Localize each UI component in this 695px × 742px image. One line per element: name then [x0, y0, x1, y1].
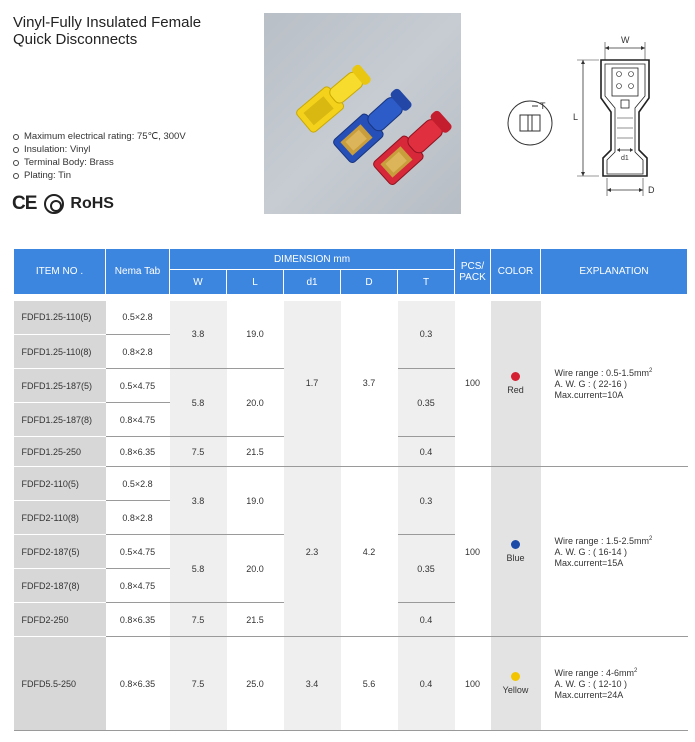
explanation-cell: Wire range : $4-6mm^2$ A. W. G : ( 12-10 ) Max.current=24A: [541, 637, 688, 731]
table-row: FDFD1.25-187(8) 0.8×4.75: [14, 403, 688, 437]
color-cell: Red: [491, 301, 541, 467]
header-nema-tab: Nema Tab: [106, 249, 170, 295]
header-d: D: [341, 270, 398, 295]
header-l: L: [227, 270, 284, 295]
table-row: FDFD2-250 0.8×6.35 7.5 21.5 0.4: [14, 603, 688, 637]
header-w: W: [170, 270, 227, 295]
spec-item: Plating: Tin: [13, 169, 186, 182]
table-row: FDFD2-110(5) 0.5×2.8 3.8 19.0 2.3 4.2 0.3 100 Blue Wire range : $1.5-2.5mm^2$ A. W. G : ( 16-14 ) Max.current=15A: [14, 467, 688, 501]
d-label: D: [648, 185, 655, 195]
terminals-illustration: [264, 13, 461, 214]
explanation-cell: Wire range : $0.5-1.5mm^2$ A. W. G : ( 22-16 ) Max.current=10A: [541, 301, 688, 467]
color-cell: Yellow: [491, 637, 541, 731]
color-cell: Blue: [491, 467, 541, 637]
rohs-mark: RoHS: [70, 195, 114, 212]
product-photo: [264, 13, 461, 214]
header-dimension: DIMENSION mm: [170, 249, 455, 270]
table-row: FDFD2-187(5) 0.5×4.75 5.8 20.0 0.35: [14, 535, 688, 569]
ce-mark: CE: [12, 193, 37, 214]
certification-marks: [12, 193, 114, 215]
title-line-1: Vinyl-Fully Insulated Female: [13, 14, 202, 31]
bullet-icon: [13, 134, 19, 140]
header-color: COLOR: [491, 249, 541, 295]
table-row: FDFD5.5-250 0.8×6.35 7.5 25.0 3.4 5.6 0.4 100 Yellow Wire range : $4-6mm^2$ A. W. G : ( 12-10 ) Max.current=24A: [14, 637, 688, 731]
header-d1: d1: [284, 270, 341, 295]
red-dot-icon: [511, 372, 520, 381]
dimension-table: [13, 248, 688, 731]
blue-dot-icon: [511, 540, 520, 549]
table-row: FDFD1.25-187(5) 0.5×4.75 5.8 20.0 0.35: [14, 369, 688, 403]
spec-item: Terminal Body: Brass: [13, 156, 186, 169]
l-label: L: [573, 112, 579, 122]
table-row: FDFD2-187(8) 0.8×4.75: [14, 569, 688, 603]
title-line-2: Quick Disconnects: [13, 31, 138, 48]
dimension-drawing: [495, 28, 685, 213]
header-explanation: EXPLANATION: [541, 249, 688, 295]
explanation-cell: Wire range : $1.5-2.5mm^2$ A. W. G : ( 16-14 ) Max.current=15A: [541, 467, 688, 637]
yellow-dot-icon: [511, 672, 520, 681]
table-row: FDFD1.25-110(5) 0.5×2.8 3.8 19.0 1.7 3.7 0.3 100 Red Wire range : $0.5-1.5mm^2$ A. W. G : ( 22-16 ) Max.current=10A: [14, 301, 688, 335]
t-label: T: [540, 101, 546, 111]
spec-list: [13, 130, 186, 182]
spec-item: Maximum electrical rating: 75℃, 300V: [13, 130, 186, 143]
header-pcs-pack: PCS/ PACK: [455, 249, 491, 295]
bullet-icon: [13, 147, 19, 153]
d1-label: d1: [621, 155, 629, 162]
table-row: FDFD1.25-110(8) 0.8×2.8: [14, 335, 688, 369]
table-row: FDFD1.25-250 0.8×6.35 7.5 21.5 0.4: [14, 437, 688, 467]
spec-item: Insulation: Vinyl: [13, 143, 186, 156]
w-label: W: [621, 35, 630, 45]
header-t: T: [398, 270, 455, 295]
bullet-icon: [13, 160, 19, 166]
terminal-dimension-diagram: [495, 28, 685, 213]
bullet-icon: [13, 173, 19, 179]
quality-seal-icon: [44, 194, 64, 214]
page-title: [13, 14, 201, 48]
table-row: FDFD2-110(8) 0.8×2.8: [14, 501, 688, 535]
header-item-no: ITEM NO .: [14, 249, 106, 295]
